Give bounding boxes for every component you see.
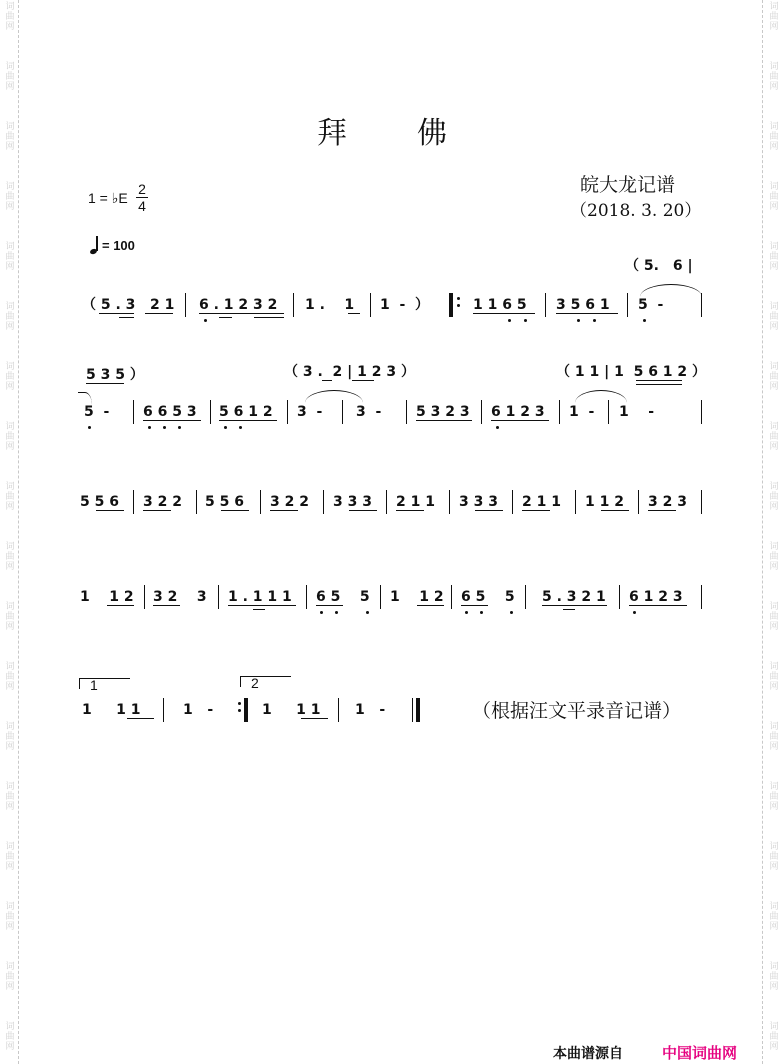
barline bbox=[370, 293, 371, 317]
cue-notes: （ 3 . 2 | 1 2 3 ） bbox=[284, 364, 416, 380]
barline bbox=[287, 400, 288, 424]
measure: 1 - bbox=[355, 702, 386, 718]
cue-notes: （ 1 1 | 1 5 6 1 2 ） bbox=[556, 364, 707, 380]
watermark-text: 词 曲 网 bbox=[5, 122, 15, 152]
eighth-underline bbox=[316, 605, 343, 606]
barline bbox=[133, 490, 134, 514]
watermark-text: 词 曲 网 bbox=[769, 662, 779, 692]
barline bbox=[701, 400, 702, 424]
barline bbox=[133, 400, 134, 424]
watermark-text: 词 曲 网 bbox=[769, 242, 779, 272]
low-octave-dot bbox=[320, 611, 323, 614]
low-octave-dot bbox=[593, 319, 596, 322]
barline bbox=[163, 698, 164, 722]
barline bbox=[323, 490, 324, 514]
watermark-text: 词 曲 网 bbox=[769, 962, 779, 992]
measure: 5 5 6 bbox=[205, 494, 244, 510]
barline bbox=[512, 490, 513, 514]
watermark-text: 词 曲 网 bbox=[769, 302, 779, 332]
watermark-text: 词 曲 网 bbox=[769, 902, 779, 932]
barline bbox=[481, 400, 482, 424]
barline bbox=[638, 490, 639, 514]
measure: （ 5 . 3 2 1 bbox=[82, 297, 175, 313]
barline bbox=[210, 400, 211, 424]
low-octave-dot bbox=[633, 611, 636, 614]
watermark-text: 词 曲 网 bbox=[5, 422, 15, 452]
measure: 6 5 5 bbox=[316, 589, 370, 605]
barline bbox=[380, 585, 381, 609]
barline bbox=[701, 490, 702, 514]
sixteenth-underline bbox=[563, 609, 575, 610]
eighth-underline bbox=[473, 313, 535, 314]
eighth-underline bbox=[145, 313, 173, 314]
eighth-underline bbox=[396, 510, 424, 511]
measure: 1 . 1 bbox=[305, 297, 355, 313]
watermark-text: 词 曲 网 bbox=[5, 542, 15, 572]
low-octave-dot bbox=[465, 611, 468, 614]
first-ending-bracket bbox=[79, 677, 130, 693]
watermark-text: 词 曲 网 bbox=[5, 962, 15, 992]
cue-notes: 5 3 5 ） bbox=[86, 367, 144, 383]
right-watermark-column bbox=[767, 0, 781, 1064]
measure: 3 - bbox=[297, 404, 323, 420]
barline bbox=[342, 400, 343, 424]
measure: 1 - bbox=[569, 404, 595, 420]
barline bbox=[293, 293, 294, 317]
measure: 2 1 1 bbox=[396, 494, 435, 510]
measure: 3 3 3 bbox=[333, 494, 372, 510]
measure: 1 1 1 bbox=[262, 702, 321, 718]
time-signature-denominator: 4 bbox=[138, 198, 146, 214]
measure: 3 2 2 bbox=[143, 494, 182, 510]
barline bbox=[608, 400, 609, 424]
watermark-text: 词 曲 网 bbox=[5, 482, 15, 512]
low-octave-dot bbox=[524, 319, 527, 322]
watermark-text: 词 曲 网 bbox=[5, 782, 15, 812]
eighth-underline bbox=[143, 420, 201, 421]
watermark-text: 词 曲 网 bbox=[769, 122, 779, 152]
time-signature-numerator: 2 bbox=[136, 181, 148, 198]
watermark-text: 词 曲 网 bbox=[769, 482, 779, 512]
eighth-underline bbox=[143, 510, 171, 511]
final-thin-barline bbox=[412, 698, 413, 722]
barline bbox=[218, 585, 219, 609]
eighth-underline bbox=[86, 383, 124, 384]
watermark-text: 词 曲 网 bbox=[5, 2, 15, 32]
low-octave-dot bbox=[480, 611, 483, 614]
eighth-underline bbox=[153, 605, 180, 606]
measure: 6 1 2 3 bbox=[491, 404, 545, 420]
repeat-end-thick-barline bbox=[244, 698, 248, 722]
low-octave-dot bbox=[643, 319, 646, 322]
barline bbox=[701, 585, 702, 609]
watermark-text: 词 曲 网 bbox=[5, 722, 15, 752]
eighth-underline bbox=[270, 510, 298, 511]
eighth-underline bbox=[96, 510, 124, 511]
eighth-underline bbox=[219, 420, 277, 421]
low-octave-dot bbox=[224, 426, 227, 429]
barline bbox=[449, 490, 450, 514]
sixteenth-underline bbox=[253, 609, 265, 610]
measure: 5 - bbox=[638, 297, 664, 313]
watermark-text: 词 曲 网 bbox=[769, 2, 779, 32]
footer-source-label: 本曲谱源自 bbox=[553, 1046, 623, 1062]
watermark-text: 词 曲 网 bbox=[769, 1022, 779, 1052]
measure: 1 1 2 bbox=[80, 589, 134, 605]
eighth-underline bbox=[199, 313, 284, 314]
measure: 6 . 1 2 3 2 bbox=[199, 297, 278, 313]
low-octave-dot bbox=[335, 611, 338, 614]
barline bbox=[196, 490, 197, 514]
barline bbox=[185, 293, 186, 317]
barline bbox=[338, 698, 339, 722]
measure: 3 3 3 bbox=[459, 494, 498, 510]
repeat-end-dots bbox=[238, 698, 241, 716]
tempo-value: = 100 bbox=[102, 238, 135, 253]
low-octave-dot bbox=[88, 426, 91, 429]
cue-notes: （ 5. 6 | bbox=[625, 258, 693, 274]
watermark-text: 词 曲 网 bbox=[5, 902, 15, 932]
watermark-text: 词 曲 网 bbox=[769, 842, 779, 872]
footer-site-link[interactable]: 中国词曲网 bbox=[662, 1044, 738, 1062]
sixteenth-underline bbox=[219, 317, 232, 318]
eighth-underline bbox=[348, 313, 360, 314]
watermark-text: 词 曲 网 bbox=[5, 242, 15, 272]
watermark-text: 词 曲 网 bbox=[769, 182, 779, 212]
watermark-text: 词 曲 网 bbox=[769, 362, 779, 392]
measure: 3 2 3 bbox=[153, 589, 207, 605]
barline bbox=[306, 585, 307, 609]
measure: 3 5 6 1 bbox=[556, 297, 610, 313]
sixteenth-underline bbox=[636, 380, 682, 381]
sixteenth-underline bbox=[119, 317, 134, 318]
eighth-underline bbox=[221, 510, 249, 511]
low-octave-dot bbox=[577, 319, 580, 322]
watermark-text: 词 曲 网 bbox=[5, 302, 15, 332]
source-note: （根据汪文平录音记谱） bbox=[472, 700, 682, 722]
measure: 1 1 2 bbox=[390, 589, 444, 605]
barline bbox=[386, 490, 387, 514]
measure: 6 6 5 3 bbox=[143, 404, 197, 420]
barline bbox=[260, 490, 261, 514]
repeat-start-dots bbox=[457, 293, 460, 311]
low-octave-dot bbox=[204, 319, 207, 322]
eighth-underline bbox=[601, 510, 629, 511]
measure: 3 2 2 bbox=[270, 494, 309, 510]
measure: 1 1 1 bbox=[82, 702, 141, 718]
low-octave-dot bbox=[496, 426, 499, 429]
second-ending-number: 2 bbox=[251, 675, 259, 691]
eighth-underline bbox=[491, 420, 549, 421]
measure: 1 - ） bbox=[380, 297, 430, 313]
measure: 1 - bbox=[183, 702, 214, 718]
low-octave-dot bbox=[508, 319, 511, 322]
low-octave-dot bbox=[510, 611, 513, 614]
watermark-text: 词 曲 网 bbox=[769, 722, 779, 752]
transcription-date: （2018. 3. 20） bbox=[570, 201, 702, 221]
eighth-underline bbox=[322, 380, 332, 381]
measure: 5 5 6 bbox=[80, 494, 119, 510]
watermark-text: 词 曲 网 bbox=[5, 182, 15, 212]
tempo-marking bbox=[88, 236, 135, 256]
watermark-text: 词 曲 网 bbox=[5, 662, 15, 692]
eighth-underline bbox=[461, 605, 488, 606]
watermark-text: 词 曲 网 bbox=[769, 422, 779, 452]
eighth-underline bbox=[99, 313, 134, 314]
barline bbox=[575, 490, 576, 514]
barline bbox=[559, 400, 560, 424]
key-signature: 1 = ♭E bbox=[88, 190, 128, 206]
measure: 5 3 2 3 bbox=[416, 404, 470, 420]
sixteenth-underline bbox=[254, 317, 284, 318]
measure: 5 - bbox=[84, 404, 110, 420]
measure: 5 . 3 2 1 bbox=[542, 589, 606, 605]
watermark-text: 词 曲 网 bbox=[769, 602, 779, 632]
slur bbox=[575, 390, 627, 403]
barline bbox=[619, 585, 620, 609]
left-border-line bbox=[18, 0, 19, 1064]
watermark-text: 词 曲 网 bbox=[5, 1022, 15, 1052]
eighth-underline bbox=[417, 605, 444, 606]
sixteenth-underline bbox=[636, 384, 682, 385]
watermark-text: 词 曲 网 bbox=[5, 842, 15, 872]
measure: 2 1 1 bbox=[522, 494, 561, 510]
watermark-text: 词 曲 网 bbox=[5, 602, 15, 632]
time-signature bbox=[136, 181, 148, 214]
measure: 1 - bbox=[619, 404, 655, 420]
barline bbox=[545, 293, 546, 317]
left-watermark-column bbox=[3, 0, 17, 1064]
arranger-credit: 皖大龙记谱 bbox=[580, 174, 676, 196]
song-title: 拜 佛 bbox=[317, 116, 467, 151]
first-ending-number: 1 bbox=[90, 677, 98, 693]
eighth-underline bbox=[629, 605, 687, 606]
barline bbox=[144, 585, 145, 609]
measure: 1 1 2 bbox=[585, 494, 624, 510]
barline bbox=[406, 400, 407, 424]
low-octave-dot bbox=[239, 426, 242, 429]
measure: 6 5 5 bbox=[461, 589, 515, 605]
measure: 6 1 2 3 bbox=[629, 589, 683, 605]
second-ending-bracket bbox=[240, 675, 291, 691]
eighth-underline bbox=[475, 510, 503, 511]
watermark-text: 词 曲 网 bbox=[769, 782, 779, 812]
eighth-underline bbox=[648, 510, 676, 511]
measure: 1 1 6 5 bbox=[473, 297, 527, 313]
barline bbox=[451, 585, 452, 609]
barline bbox=[701, 293, 702, 317]
eighth-underline bbox=[416, 420, 472, 421]
eighth-underline bbox=[522, 510, 550, 511]
measure: 5 6 1 2 bbox=[219, 404, 273, 420]
measure: 1 . 1 1 1 bbox=[228, 589, 292, 605]
right-border-line bbox=[762, 0, 763, 1064]
watermark-text: 词 曲 网 bbox=[769, 62, 779, 92]
watermark-text: 词 曲 网 bbox=[5, 62, 15, 92]
measure: 3 2 3 bbox=[648, 494, 687, 510]
eighth-underline bbox=[127, 718, 154, 719]
eighth-underline bbox=[542, 605, 607, 606]
eighth-underline bbox=[556, 313, 618, 314]
low-octave-dot bbox=[366, 611, 369, 614]
eighth-underline bbox=[107, 605, 134, 606]
low-octave-dot bbox=[148, 426, 151, 429]
eighth-underline bbox=[301, 718, 328, 719]
eighth-underline bbox=[352, 380, 374, 381]
slur bbox=[305, 390, 363, 403]
measure: 3 - bbox=[356, 404, 382, 420]
eighth-underline bbox=[228, 605, 296, 606]
final-thick-barline bbox=[416, 698, 420, 722]
repeat-start-thick-barline bbox=[449, 293, 453, 317]
barline bbox=[627, 293, 628, 317]
low-octave-dot bbox=[178, 426, 181, 429]
eighth-underline bbox=[349, 510, 377, 511]
quarter-note-icon bbox=[88, 236, 102, 256]
low-octave-dot bbox=[163, 426, 166, 429]
watermark-text: 词 曲 网 bbox=[5, 362, 15, 392]
watermark-text: 词 曲 网 bbox=[769, 542, 779, 572]
barline bbox=[525, 585, 526, 609]
